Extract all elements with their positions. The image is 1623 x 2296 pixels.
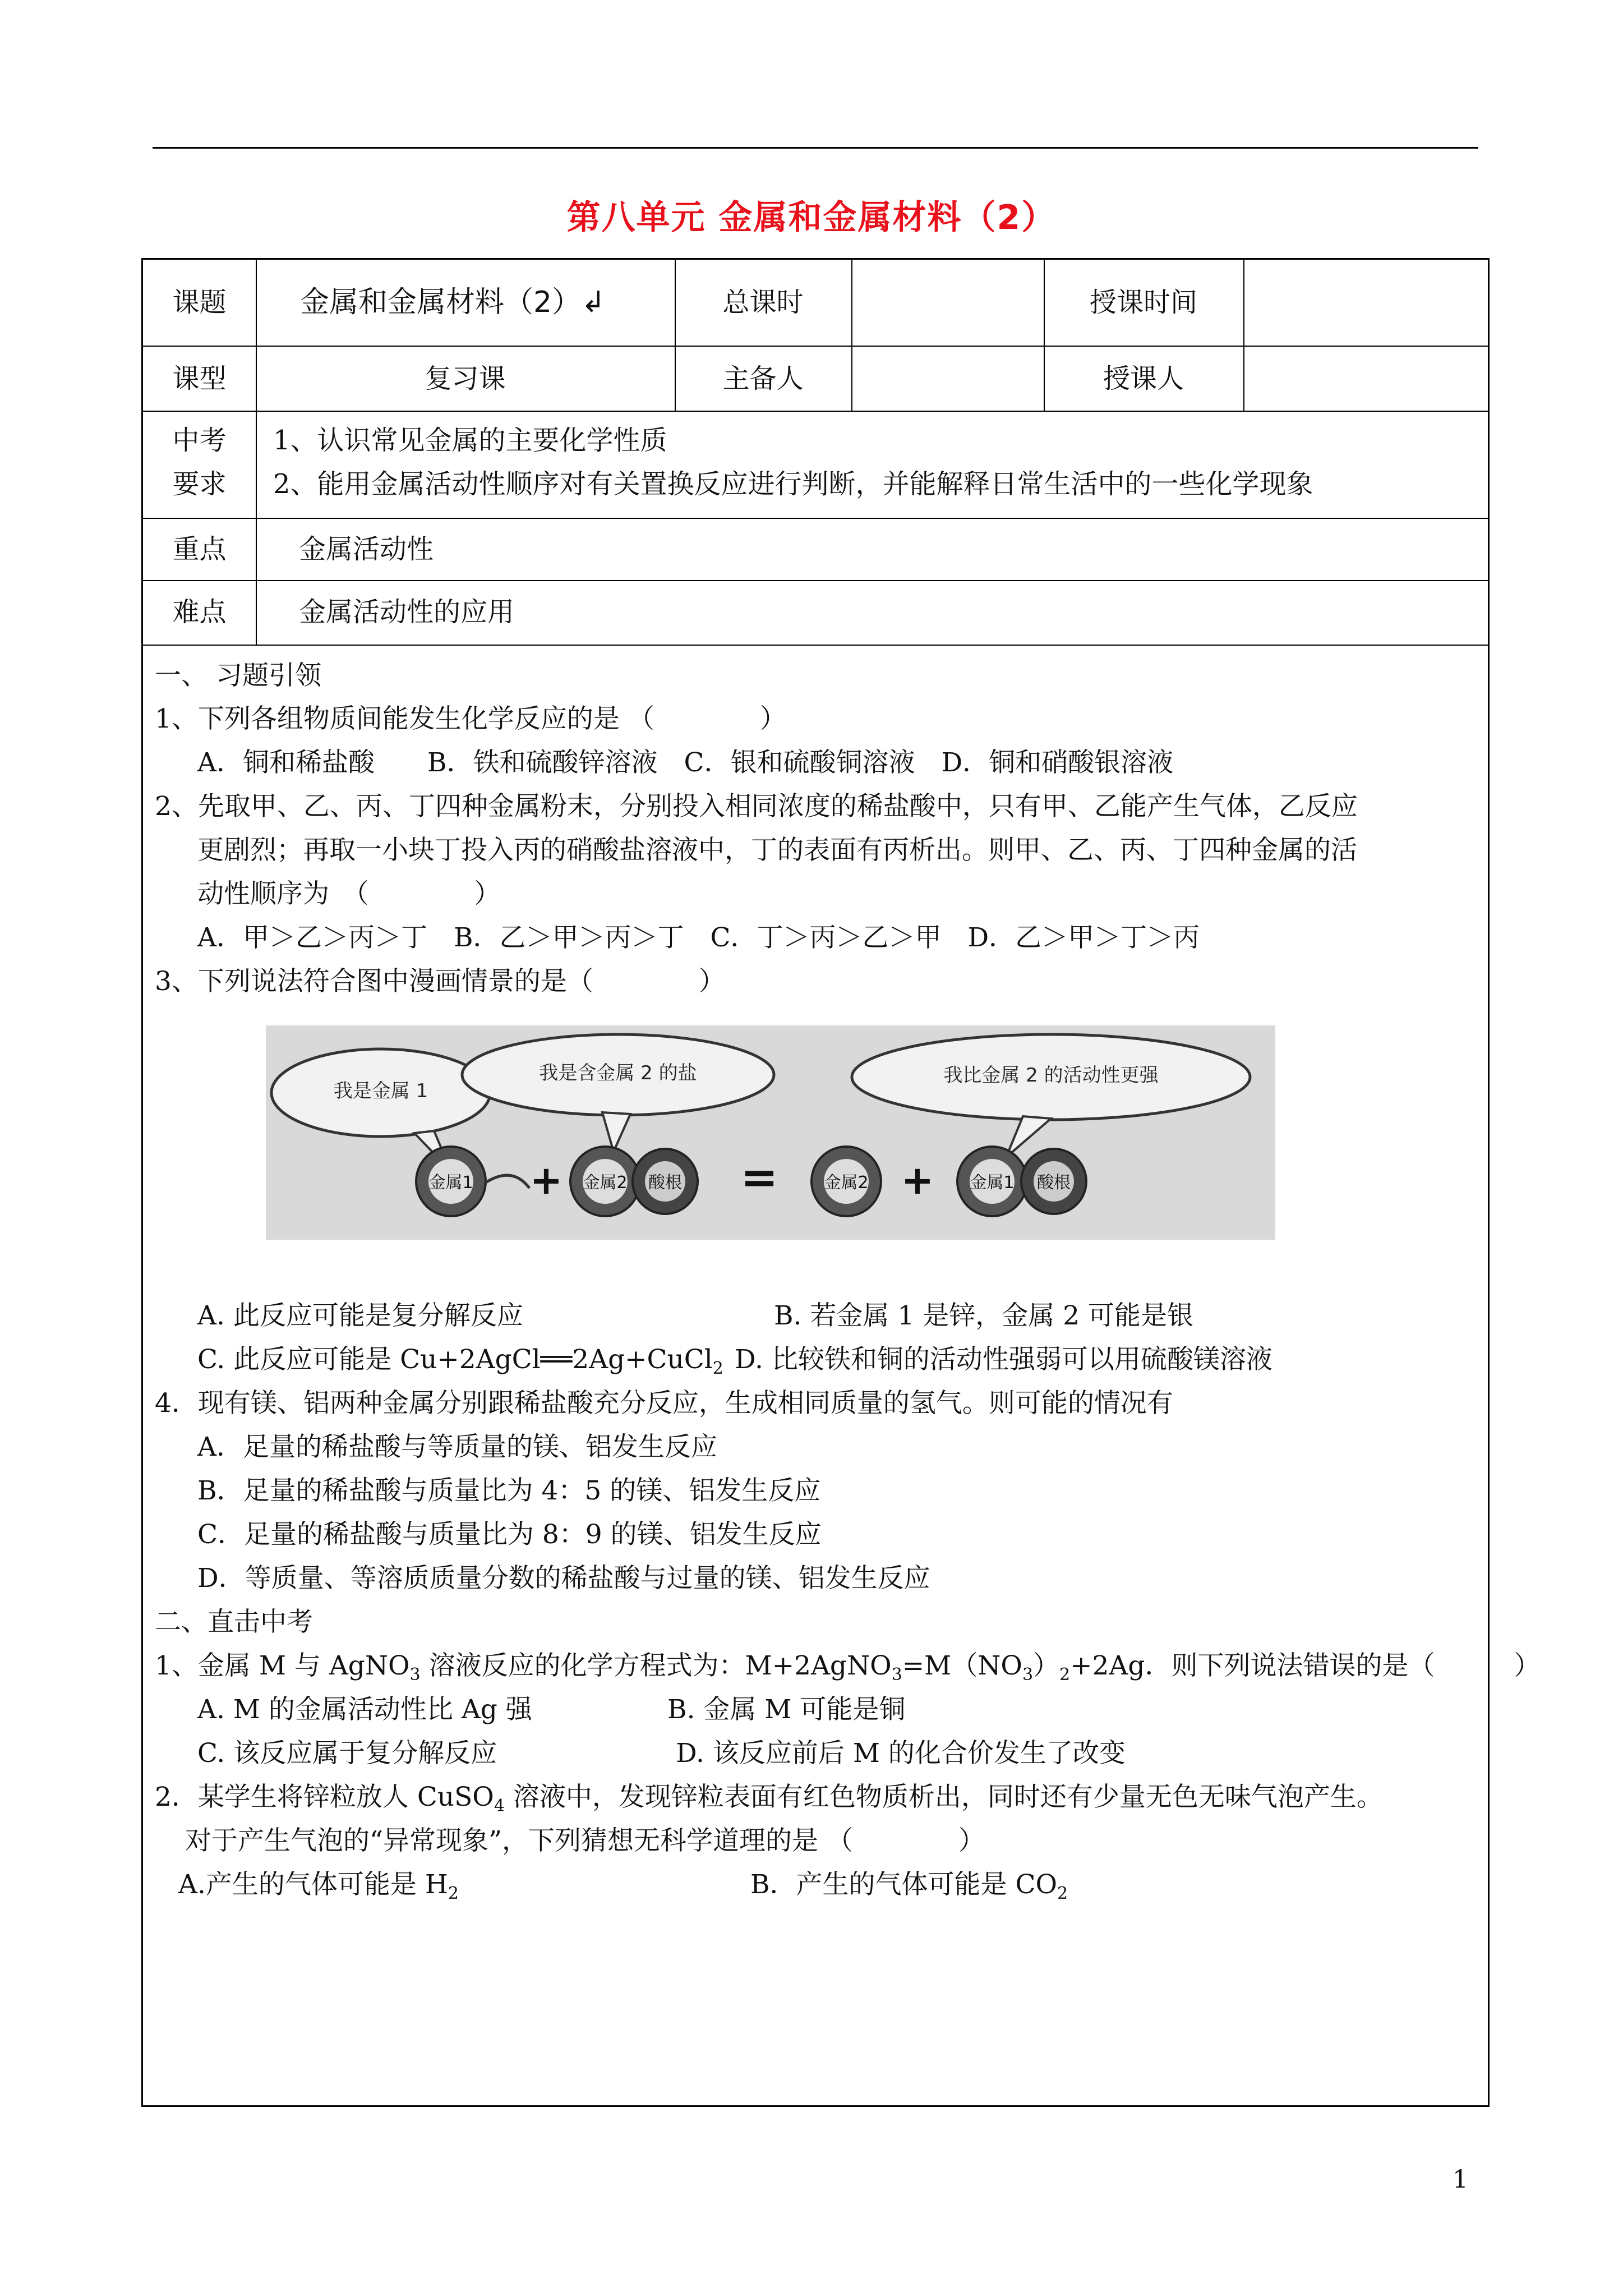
q3-option-d: D. 比较铁和铜的活动性强弱可以用硫酸镁溶液 (735, 1344, 1272, 1375)
label-difficulty: 难点 (172, 596, 227, 628)
speech-bubble-2 (462, 1034, 774, 1152)
type-value: 复习课 (425, 363, 506, 394)
row-divider (143, 411, 1488, 412)
label-main-preparer: 主备人 (722, 363, 804, 394)
label-requirements-line-2: 要求 (172, 468, 227, 500)
bubble-3-text: 我比金属 2 的活动性更强 (943, 1064, 1159, 1087)
q3-stem: 3、下列说法符合图中漫画情景的是（ ） (155, 966, 725, 997)
ball-label: 金属1 (428, 1173, 473, 1193)
label-lecturer: 授课人 (1103, 363, 1184, 394)
q3-option-a: A. 此反应可能是复分解反应 (197, 1300, 523, 1331)
header-rule (153, 147, 1478, 149)
section-2-heading: 二、直击中考 (155, 1607, 313, 1637)
label-total-hours: 总课时 (722, 287, 804, 318)
label-requirements-line-1: 中考 (172, 425, 227, 456)
topic-value: 金属和金属材料（2）↲ (300, 286, 606, 319)
q4-option: B．足量的稀盐酸与质量比为 4：5 的镁、铝发生反应 (197, 1475, 821, 1506)
bubble-1-text: 我是金属 1 (333, 1080, 428, 1102)
section-1-heading: 一、 习题引领 (155, 660, 321, 691)
row-divider (143, 645, 1488, 646)
column-divider (1243, 260, 1244, 411)
metal-2-ball (811, 1147, 881, 1216)
s2-q1-option-d: D. 该反应前后 M 的化合价发生了改变 (676, 1738, 1126, 1769)
plus-sign: + (529, 1157, 563, 1203)
plus-sign: + (901, 1157, 934, 1203)
q1-options: A．铜和稀盐酸 B．铁和硫酸锌溶液 C．银和硫酸铜溶液 D．铜和硝酸银溶液 (197, 747, 1174, 778)
label-topic: 课题 (172, 287, 227, 318)
acid-radical-ball (1021, 1149, 1086, 1214)
ball-label: 金属1 (970, 1173, 1015, 1193)
comic-illustration (266, 1025, 1275, 1240)
column-divider (256, 260, 257, 645)
ball-label: 金属2 (824, 1173, 869, 1193)
difficulty-value: 金属活动性的应用 (299, 596, 515, 628)
s2-q1-option-b: B. 金属 M 可能是铜 (667, 1694, 906, 1725)
s2-q2-stem-line-1: 2．某学生将锌粒放人 CuSO$_4$ 溶液中，发现锌粒表面有红色物质析出，同时还有少量无色无味气泡产生。 (155, 1782, 1383, 1816)
label-type: 课型 (172, 363, 227, 394)
metal-1-ball (957, 1147, 1027, 1216)
s2-q2-option-a: A.产生的气体可能是 $H_2$ (178, 1869, 459, 1903)
metal-2-ball (570, 1147, 640, 1216)
label-teaching-time: 授课时间 (1089, 287, 1197, 318)
q4-stem: 4．现有镁、铝两种金属分别跟稀盐酸充分反应，生成相同质量的氢气。则可能的情况有 (155, 1388, 1173, 1419)
requirement-item: 1、认识常见金属的主要化学性质 (273, 425, 667, 456)
row-divider (143, 518, 1488, 519)
bubble-2-text: 我是含金属 2 的盐 (539, 1062, 697, 1084)
page-number: 1 (1453, 2165, 1468, 2194)
ball-label: 金属2 (583, 1173, 628, 1193)
s2-q1-option-a: A. M 的金属活动性比 Ag 强 (197, 1694, 532, 1725)
q4-option: A．足量的稀盐酸与等质量的镁、铝发生反应 (197, 1432, 717, 1462)
q2-stem-line: 2、先取甲、乙、丙、丁四种金属粉末，分别投入相同浓度的稀盐酸中，只有甲、乙能产生气体，乙反应 (155, 791, 1358, 822)
q2-options: A．甲＞乙＞丙＞丁 B．乙＞甲＞丙＞丁 C．丁＞丙＞乙＞甲 D．乙＞甲＞丁＞丙 (197, 922, 1200, 953)
q1-stem: 1、下列各组物质间能发生化学反应的是 （ ） (155, 703, 786, 734)
ball-label: 酸根 (648, 1173, 682, 1193)
q4-option: D．等质量、等溶质质量分数的稀盐酸与过量的镁、铝发生反应 (197, 1563, 930, 1594)
s2-q2-option-b: B．产生的气体可能是 $CO_2$ (750, 1869, 1068, 1903)
s2-q1-stem: 1、金属 M 与 AgNO$_3$ 溶液反应的化学方程式为：$M+2AgNO_3=M(NO_3)_2+2Ag$．则下列说法错误的是（ ） (155, 1650, 1541, 1685)
metal-1-ball (416, 1147, 486, 1216)
q2-stem-line: 更剧烈；再取一小块丁投入丙的硝酸盐溶液中，丁的表面有丙析出。则甲、乙、丙、丁四种金属的活 (197, 835, 1357, 866)
page-title: 第八单元 金属和金属材料（2） (566, 198, 1057, 237)
row-divider (143, 580, 1488, 581)
q2-stem-line: 动性顺序为 （ ） (197, 878, 501, 909)
label-key-point: 重点 (172, 533, 227, 565)
row-divider (143, 346, 1488, 347)
acid-radical-ball (633, 1149, 698, 1214)
equals-sign: = (740, 1151, 778, 1203)
s2-q1-option-c: C. 该反应属于复分解反应 (197, 1738, 497, 1769)
q4-option: C．足量的稀盐酸与质量比为 8：9 的镁、铝发生反应 (197, 1519, 822, 1550)
ball-label: 酸根 (1037, 1173, 1071, 1193)
requirement-item: 2、能用金属活动性顺序对有关置换反应进行判断，并能解释日常生活中的一些化学现象 (273, 468, 1313, 500)
speech-bubble-3 (852, 1034, 1250, 1157)
q3-option-b: B. 若金属 1 是锌，金属 2 可能是银 (774, 1300, 1193, 1331)
key-point-value: 金属活动性 (299, 533, 434, 565)
q3-option-c: C. 此反应可能是 Cu+2AgCl══2Ag+CuCl$_2$ (197, 1344, 723, 1378)
column-divider (851, 260, 852, 411)
s2-q2-stem-line-2: 对于产生气泡的“异常现象”，下列猜想无科学道理的是 （ ） (185, 1825, 985, 1856)
